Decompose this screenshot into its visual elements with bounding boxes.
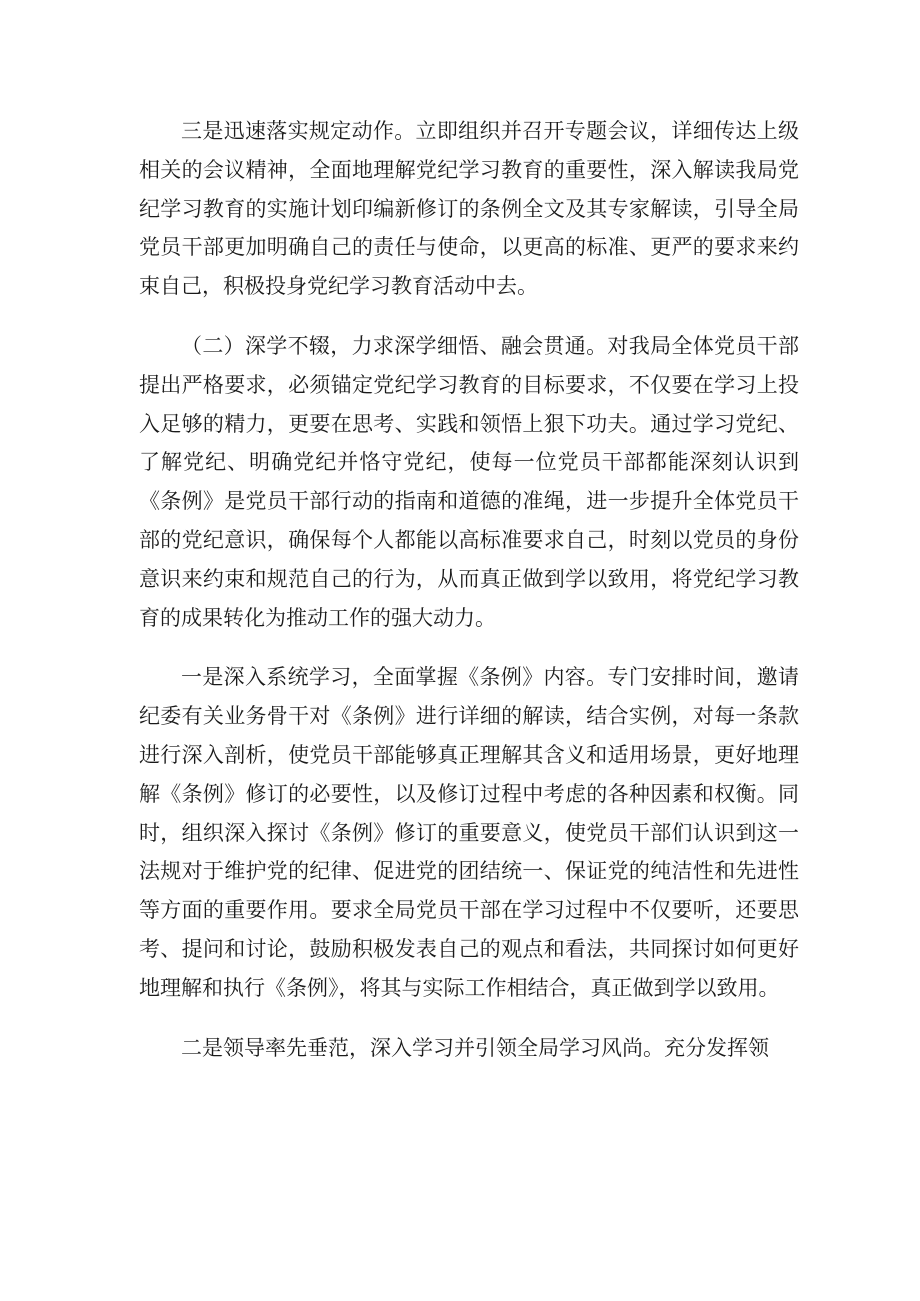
document-body	[139, 112, 799, 1067]
paragraph-implement-actions: 三是迅速落实规定动作。立即组织并召开专题会议，详细传达上级相关的会议精神，全面地理解党纪学习教育的重要性，深入解读我局党纪学习教育的实施计划印编新修订的条例全文及其专家解读，引导全局党员干部更加明确自己的责任与使命，以更高的标准、更严的要求来约束自己，积极投身党纪学习教育活动中去。	[139, 119, 799, 299]
paragraph-leadership-example: 二是领导率先垂范，深入学习并引领全局学习风尚。充分发挥领	[181, 1035, 769, 1060]
paragraph-systematic-study: 一是深入系统学习，全面掌握《条例》内容。专门安排时间，邀请纪委有关业务骨干对《条例》进行详细的解读，结合实例，对每一条款进行深入剖析，使党员干部能够真正理解其含义和适用场景，更好地理解《条例》修订的必要性，以及修订过程中考虑的各种因素和权衡。同时，组织深入探讨《条例》修订的重要意义，使党员干部们认识到这一法规对于维护党的纪律、促进党的团结统一、保证党的纯洁性和先进性等方面的重要作用。要求全局党员干部在学习过程中不仅要听，还要思考、提问和讨论，鼓励积极发表自己的观点和看法，共同探讨如何更好地理解和执行《条例》，将其与实际工作相结合，真正做到学以致用。	[139, 665, 799, 1000]
paragraph-deep-study: （二）深学不辍，力求深学细悟、融会贯通。对我局全体党员干部提出严格要求，必须锚定党纪学习教育的目标要求，不仅要在学习上投入足够的精力，更要在思考、实践和领悟上狠下功夫。通过学习党纪、了解党纪、明确党纪并恪守党纪，使每一位党员干部都能深刻认识到《条例》是党员干部行动的指南和道德的准绳，进一步提升全体党员干部的党纪意识，确保每个人都能以高标准要求自己，时刻以党员的身份意识来约束和规范自己的行为，从而真正做到学以致用，将党纪学习教育的成果转化为推动工作的强大动力。	[139, 333, 799, 630]
